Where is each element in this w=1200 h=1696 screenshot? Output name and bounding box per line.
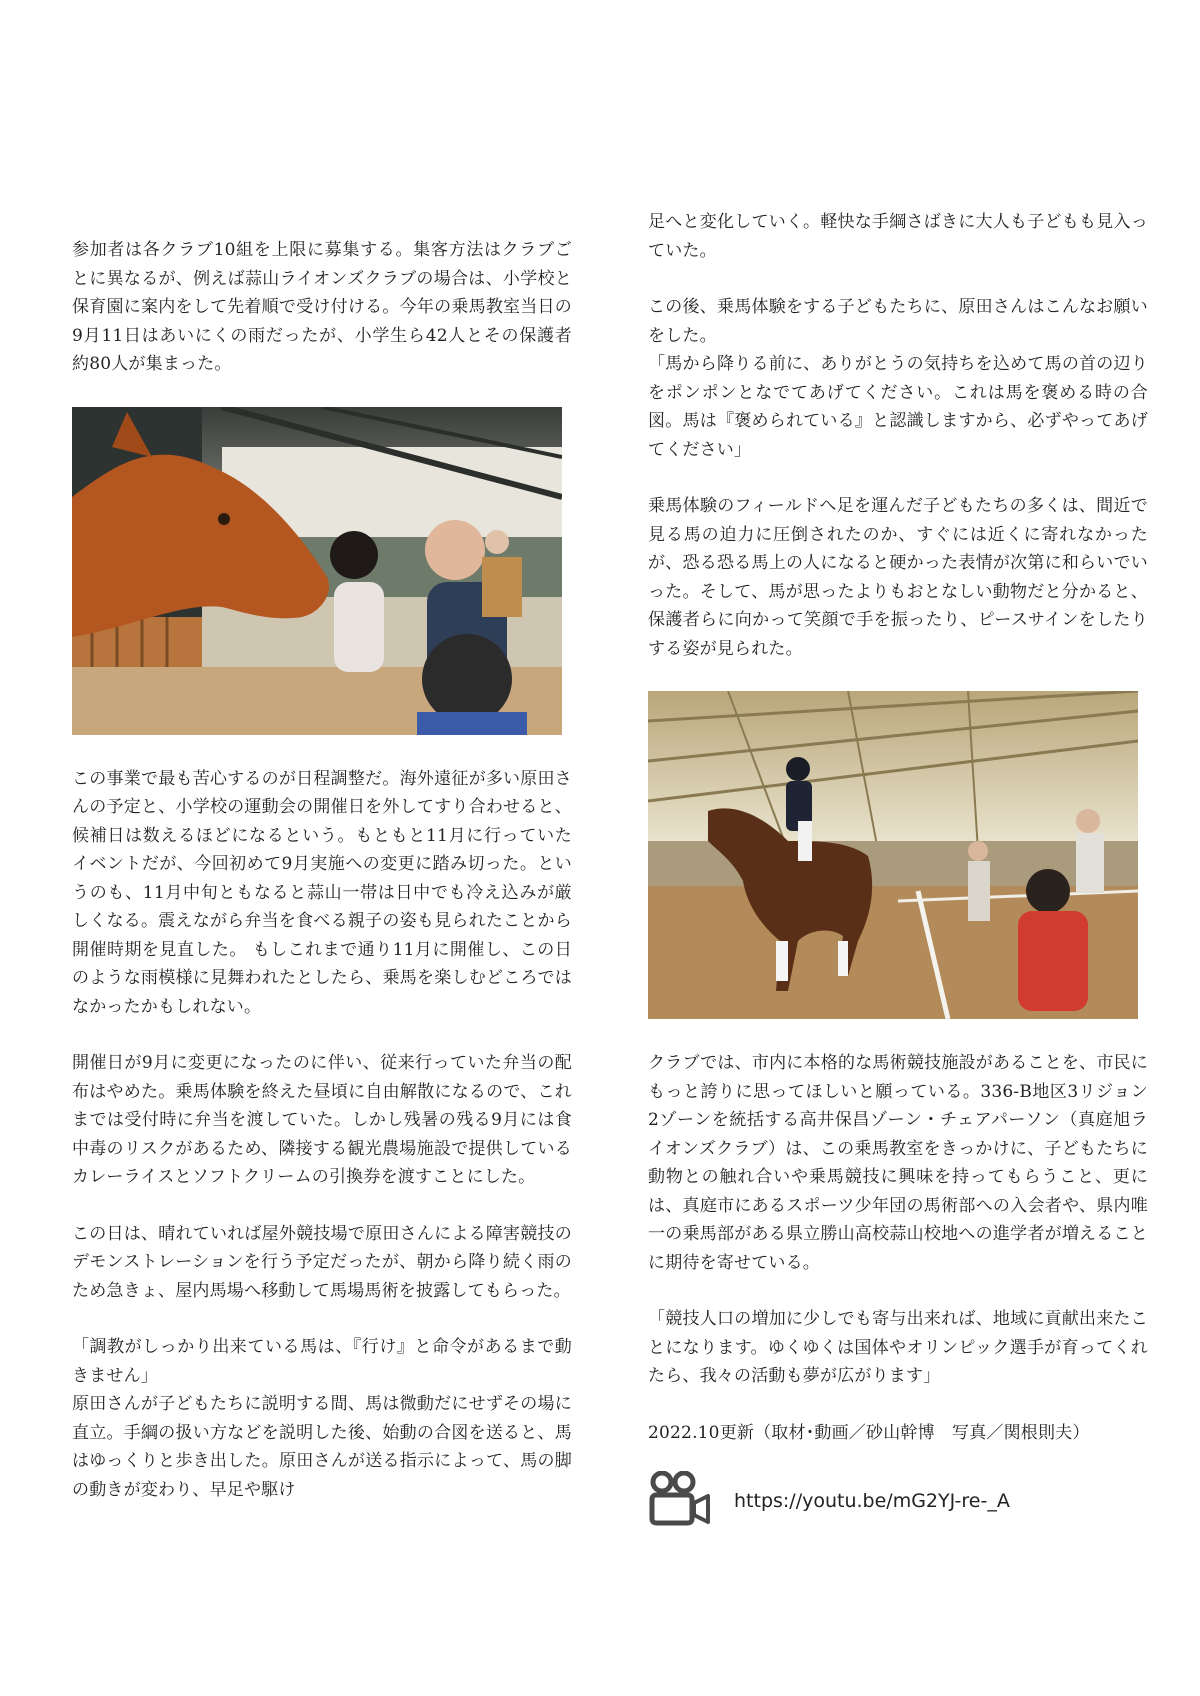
horse-stable-photo [72, 407, 562, 735]
video-url-link[interactable]: https://youtu.be/mG2YJ-re-_A [734, 1490, 1010, 1512]
paragraph: この事業で最も苦心するのが日程調整だ。海外遠征が多い原田さんの予定と、小学校の運動会の開催日を外してすり合わせると、候補日は数えるほどになるという。もともと11月に行っていたイベントだが、今回初めて9月実施への変更に踏み切った。というのも、11月中旬ともなると蒜山一帯は日中でも冷え込みが厳しくなる。震えながら弁当を食べる親子の姿も見られたことから開催時期を見直した。 もしこれまで通り11月に開催し、この日のような雨模様に見舞われたとしたら、乗馬を楽しむどころではなかったかもしれない。 [72, 768, 572, 1017]
video-camera-icon [648, 1471, 712, 1531]
dressage-arena-photo [648, 691, 1138, 1019]
left-column [72, 236, 572, 1532]
paragraph: この後、乗馬体験をする子どもたちに、原田さんはこんなお願いをした。 「馬から降りる前に、ありがとうの気持ちを込めて馬の首の辺りをポンポンとなでてあげてください。これは馬を褒める時の合図。馬は『褒められている』と認識しますから、必ずやってあげてください」 [648, 297, 1148, 460]
paragraph: この日は、晴れていれば屋外競技場で原田さんによる障害競技のデモンストレーションを行う予定だったが、朝から降り続く雨のため急きょ、屋内馬場へ移動して馬場馬術を披露してもらった。 [72, 1223, 572, 1301]
paragraph: 参加者は各クラブ10組を上限に募集する。集客方法はクラブごとに異なるが、例えば蒜山ライオンズクラブの場合は、小学校と保育園に案内をして先着順で受け付ける。今年の乗馬教室当日の9月11日はあいにくの雨だったが、小学生ら42人とその保護者約80人が集まった。 [72, 240, 572, 374]
paragraph: 乗馬体験のフィールドへ足を運んだ子どもたちの多くは、間近で見る馬の迫力に圧倒されたのか、すぐには近くに寄れなかったが、恐る恐る馬上の人になると硬かった表情が次第に和らいでいった。そして、馬が思ったよりもおとなしい動物だと分かると、保護者らに向かって笑顔で手を振ったり、ピースサインをしたりする姿が見られた。 [648, 496, 1148, 659]
right-column [648, 212, 1148, 1531]
paragraph: 開催日が9月に変更になったのに伴い、従来行っていた弁当の配布はやめた。乗馬体験を終えた昼頃に自由解散になるので、これまでは受付時に弁当を渡していた。しかし残暑の残る9月には食中毒のリスクがあるため、隣接する観光農場施設で提供しているカレーライスとソフトクリームの引換券を渡すことにした。 [72, 1053, 572, 1187]
credit-line: 2022.10更新（取材･動画／砂山幹博 写真／関根則夫） [648, 1422, 1090, 1443]
paragraph: 「調教がしっかり出来ている馬は、『行け』と命令があるまで動きません」 原田さんが子どもたちに説明する間、馬は微動だにせずその場に直立。手綱の扱い方などを説明した後、始動の合図を送ると、馬はゆっくりと歩き出した。原田さんが送る指示によって、馬の脚の動きが変わり、早足や駆け [72, 1337, 572, 1500]
video-link-row [648, 1471, 1148, 1531]
paragraph: 「競技人口の増加に少しでも寄与出来れば、地域に貢献出来たことになります。ゆくゆくは国体やオリンピック選手が育ってくれたら、我々の活動も夢が広がります」 [648, 1309, 1148, 1386]
paragraph: 足へと変化していく。軽快な手綱さばきに大人も子どもも見入っていた。 [648, 212, 1148, 261]
paragraph: クラブでは、市内に本格的な馬術競技施設があることを、市民にもっと誇りに思ってほしいと願っている。336-B地区3リジョン2ゾーンを統括する高井保昌ゾーン・チェアパーソン（真庭旭ライオンズクラブ）は、この乗馬教室をきっかけに、子どもたちに動物との触れ合いや乗馬競技に興味を持ってもらうこと、更には、真庭市にあるスポーツ少年団の馬術部への入会者や、県内唯一の乗馬部がある県立勝山高校蒜山校地への進学者が増えることに期待を寄せている。 [648, 1053, 1148, 1273]
